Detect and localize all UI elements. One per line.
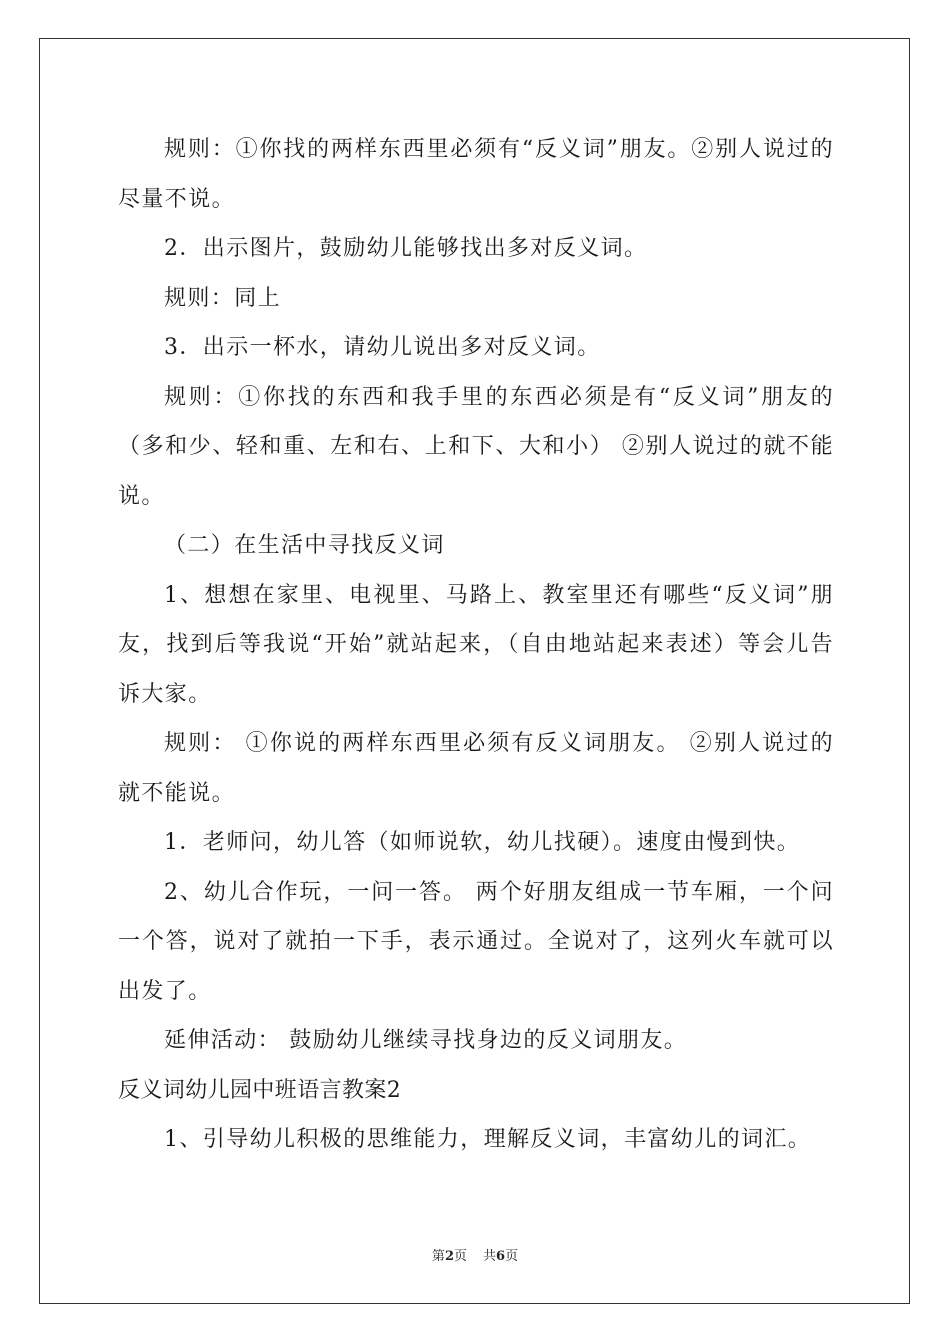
paragraph-step-2-pictures: 2．出示图片，鼓励幼儿能够找出多对反义词。 — [164, 236, 648, 261]
paragraph-rule-1: 规则：①你找的两样东西里必须有“反义词”朋友。②别人说过的尽量不说。 — [118, 137, 834, 212]
paragraph-rule-3: 规则：①你找的东西和我手里的东西必须是有“反义词”朋友的（多和少、轻和重、左和右、上和下、大和小） ②别人说过的就不能说。 — [118, 384, 834, 509]
paragraph-teacher-asks: 1．老师问，幼儿答（如师说软，幼儿找硬）。速度由慢到快。 — [164, 830, 801, 855]
footer-page-suffix: 页 — [453, 1249, 467, 1264]
footer-page-total: 6 — [496, 1249, 506, 1264]
paragraph-rule-same: 规则：同上 — [164, 285, 282, 311]
footer-page-prefix: 第 — [431, 1249, 445, 1264]
paragraph-step-3-water: 3．出示一杯水，请幼儿说出多对反义词。 — [164, 335, 601, 360]
paragraph-cooperate-play: 2、幼儿合作玩，一问一答。 两个好朋友组成一节车厢，一个问一个答，说对了就拍一下手，表示通过。全说对了，这列火车就可以出发了。 — [118, 879, 834, 1004]
footer-page-current: 2 — [444, 1249, 454, 1264]
document-body — [118, 125, 834, 1165]
section-heading-2: （二）在生活中寻找反义词 — [164, 533, 445, 558]
paragraph-extension: 延伸活动： 鼓励幼儿继续寻找身边的反义词朋友。 — [164, 1028, 688, 1053]
paragraph-goal-1: 1、引导幼儿积极的思维能力，理解反义词，丰富幼儿的词汇。 — [164, 1127, 812, 1152]
page-footer — [0, 1245, 950, 1264]
paragraph-think-at-home: 1、想想在家里、电视里、马路上、教室里还有哪些“反义词”朋友，找到后等我说“开始”就站起来，（自由地站起来表述）等会儿告诉大家。 — [118, 582, 834, 707]
paragraph-rule-4: 规则： ①你说的两样东西里必须有反义词朋友。 ②别人说过的就不能说。 — [118, 731, 834, 806]
lesson-title-2: 反义词幼儿园中班语言教案2 — [118, 1077, 402, 1103]
footer-total-prefix: 共 — [483, 1249, 497, 1264]
footer-total-suffix: 页 — [505, 1249, 519, 1264]
